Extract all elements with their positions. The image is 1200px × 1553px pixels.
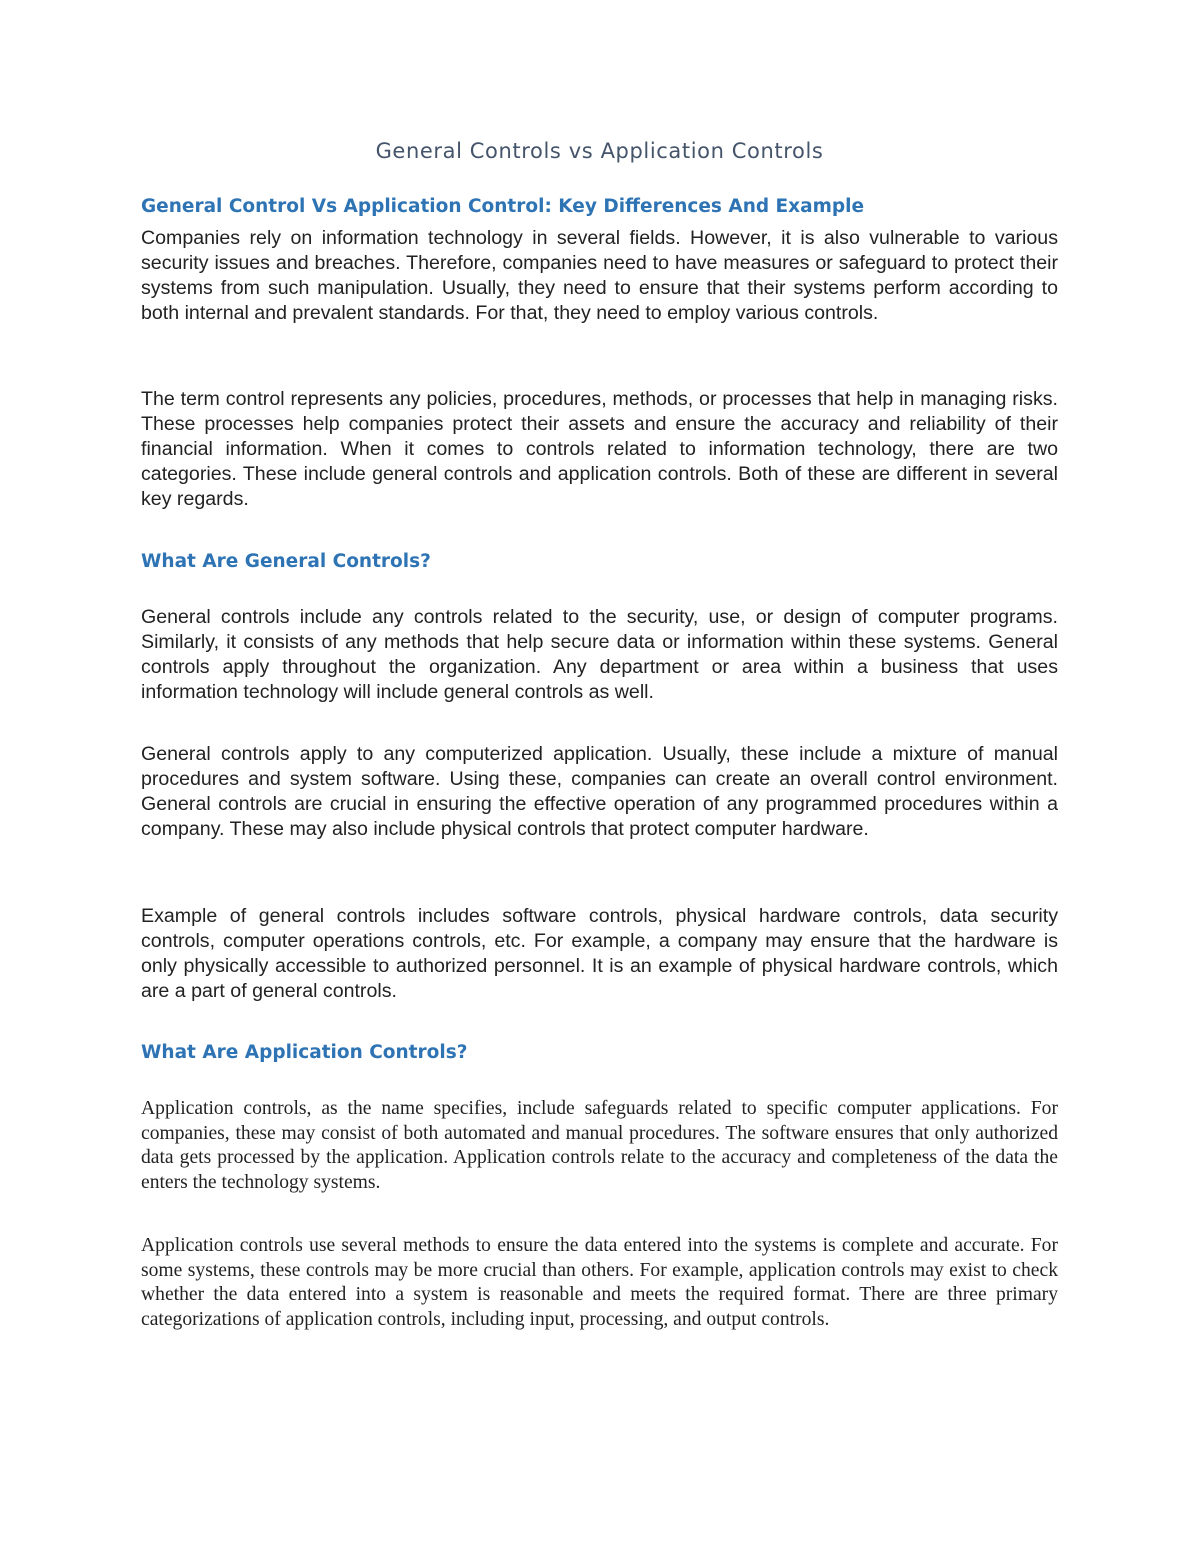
paragraph-general-3: Example of general controls includes software controls, physical hardware controls, data security controls, computer operations controls, etc. For example, a company may ensure that the hardware is only physically accessible to authorized personnel. It is an example of physical hardware controls, which are a part of general controls.	[141, 905, 1058, 1002]
paragraph-intro-1: Companies rely on information technology in several fields. However, it is also vulnerable to various security issues and breaches. Therefore, companies need to have measures or safeguard to protect their systems from such manipulation. Usually, they need to ensure that their systems perform according to both internal and prevalent standards. For that, they need to employ various controls.	[141, 227, 1058, 324]
paragraph-general-2: General controls apply to any computerized application. Usually, these include a mixture of manual procedures and system software. Using these, companies can create an overall control environment. General controls are crucial in ensuring the effective operation of any programmed procedures within a company. These may also include physical controls that protect computer hardware.	[141, 743, 1058, 840]
paragraph-intro-2: The term control represents any policies, procedures, methods, or processes that help in managing risks. These processes help companies protect their assets and ensure the accuracy and reliability of their financial information. When it comes to controls related to information technology, there are two categories. These include general controls and application controls. Both of these are different in several key regards.	[141, 388, 1058, 510]
document-title: General Controls vs Application Controls	[375, 139, 824, 163]
paragraph-application-1: Application controls, as the name specifies, include safeguards related to specific computer applications. For companies, these may consist of both automated and manual procedures. The software ensures that only authorized data gets processed by the application. Application controls relate to the accuracy and completeness of the data the enters the technology systems.	[141, 1098, 1058, 1193]
paragraph-application-2: Application controls use several methods to ensure the data entered into the systems is complete and accurate. For some systems, these controls may be more crucial than others. For example, application controls may exist to check whether the data entered into a system is reasonable and meets the required format. There are three primary categorizations of application controls, including input, processing, and output controls.	[141, 1235, 1058, 1330]
paragraph-general-1: General controls include any controls related to the security, use, or design of computer programs. Similarly, it consists of any methods that help secure data or information within these systems. General controls apply throughout the organization. Any department or area within a business that uses information technology will include general controls as well.	[141, 606, 1058, 703]
section-heading-general-controls: What Are General Controls?	[141, 551, 431, 572]
section-heading-application-controls: What Are Application Controls?	[141, 1042, 468, 1063]
section-heading-key-differences: General Control Vs Application Control: Key Differences And Example	[141, 196, 865, 217]
